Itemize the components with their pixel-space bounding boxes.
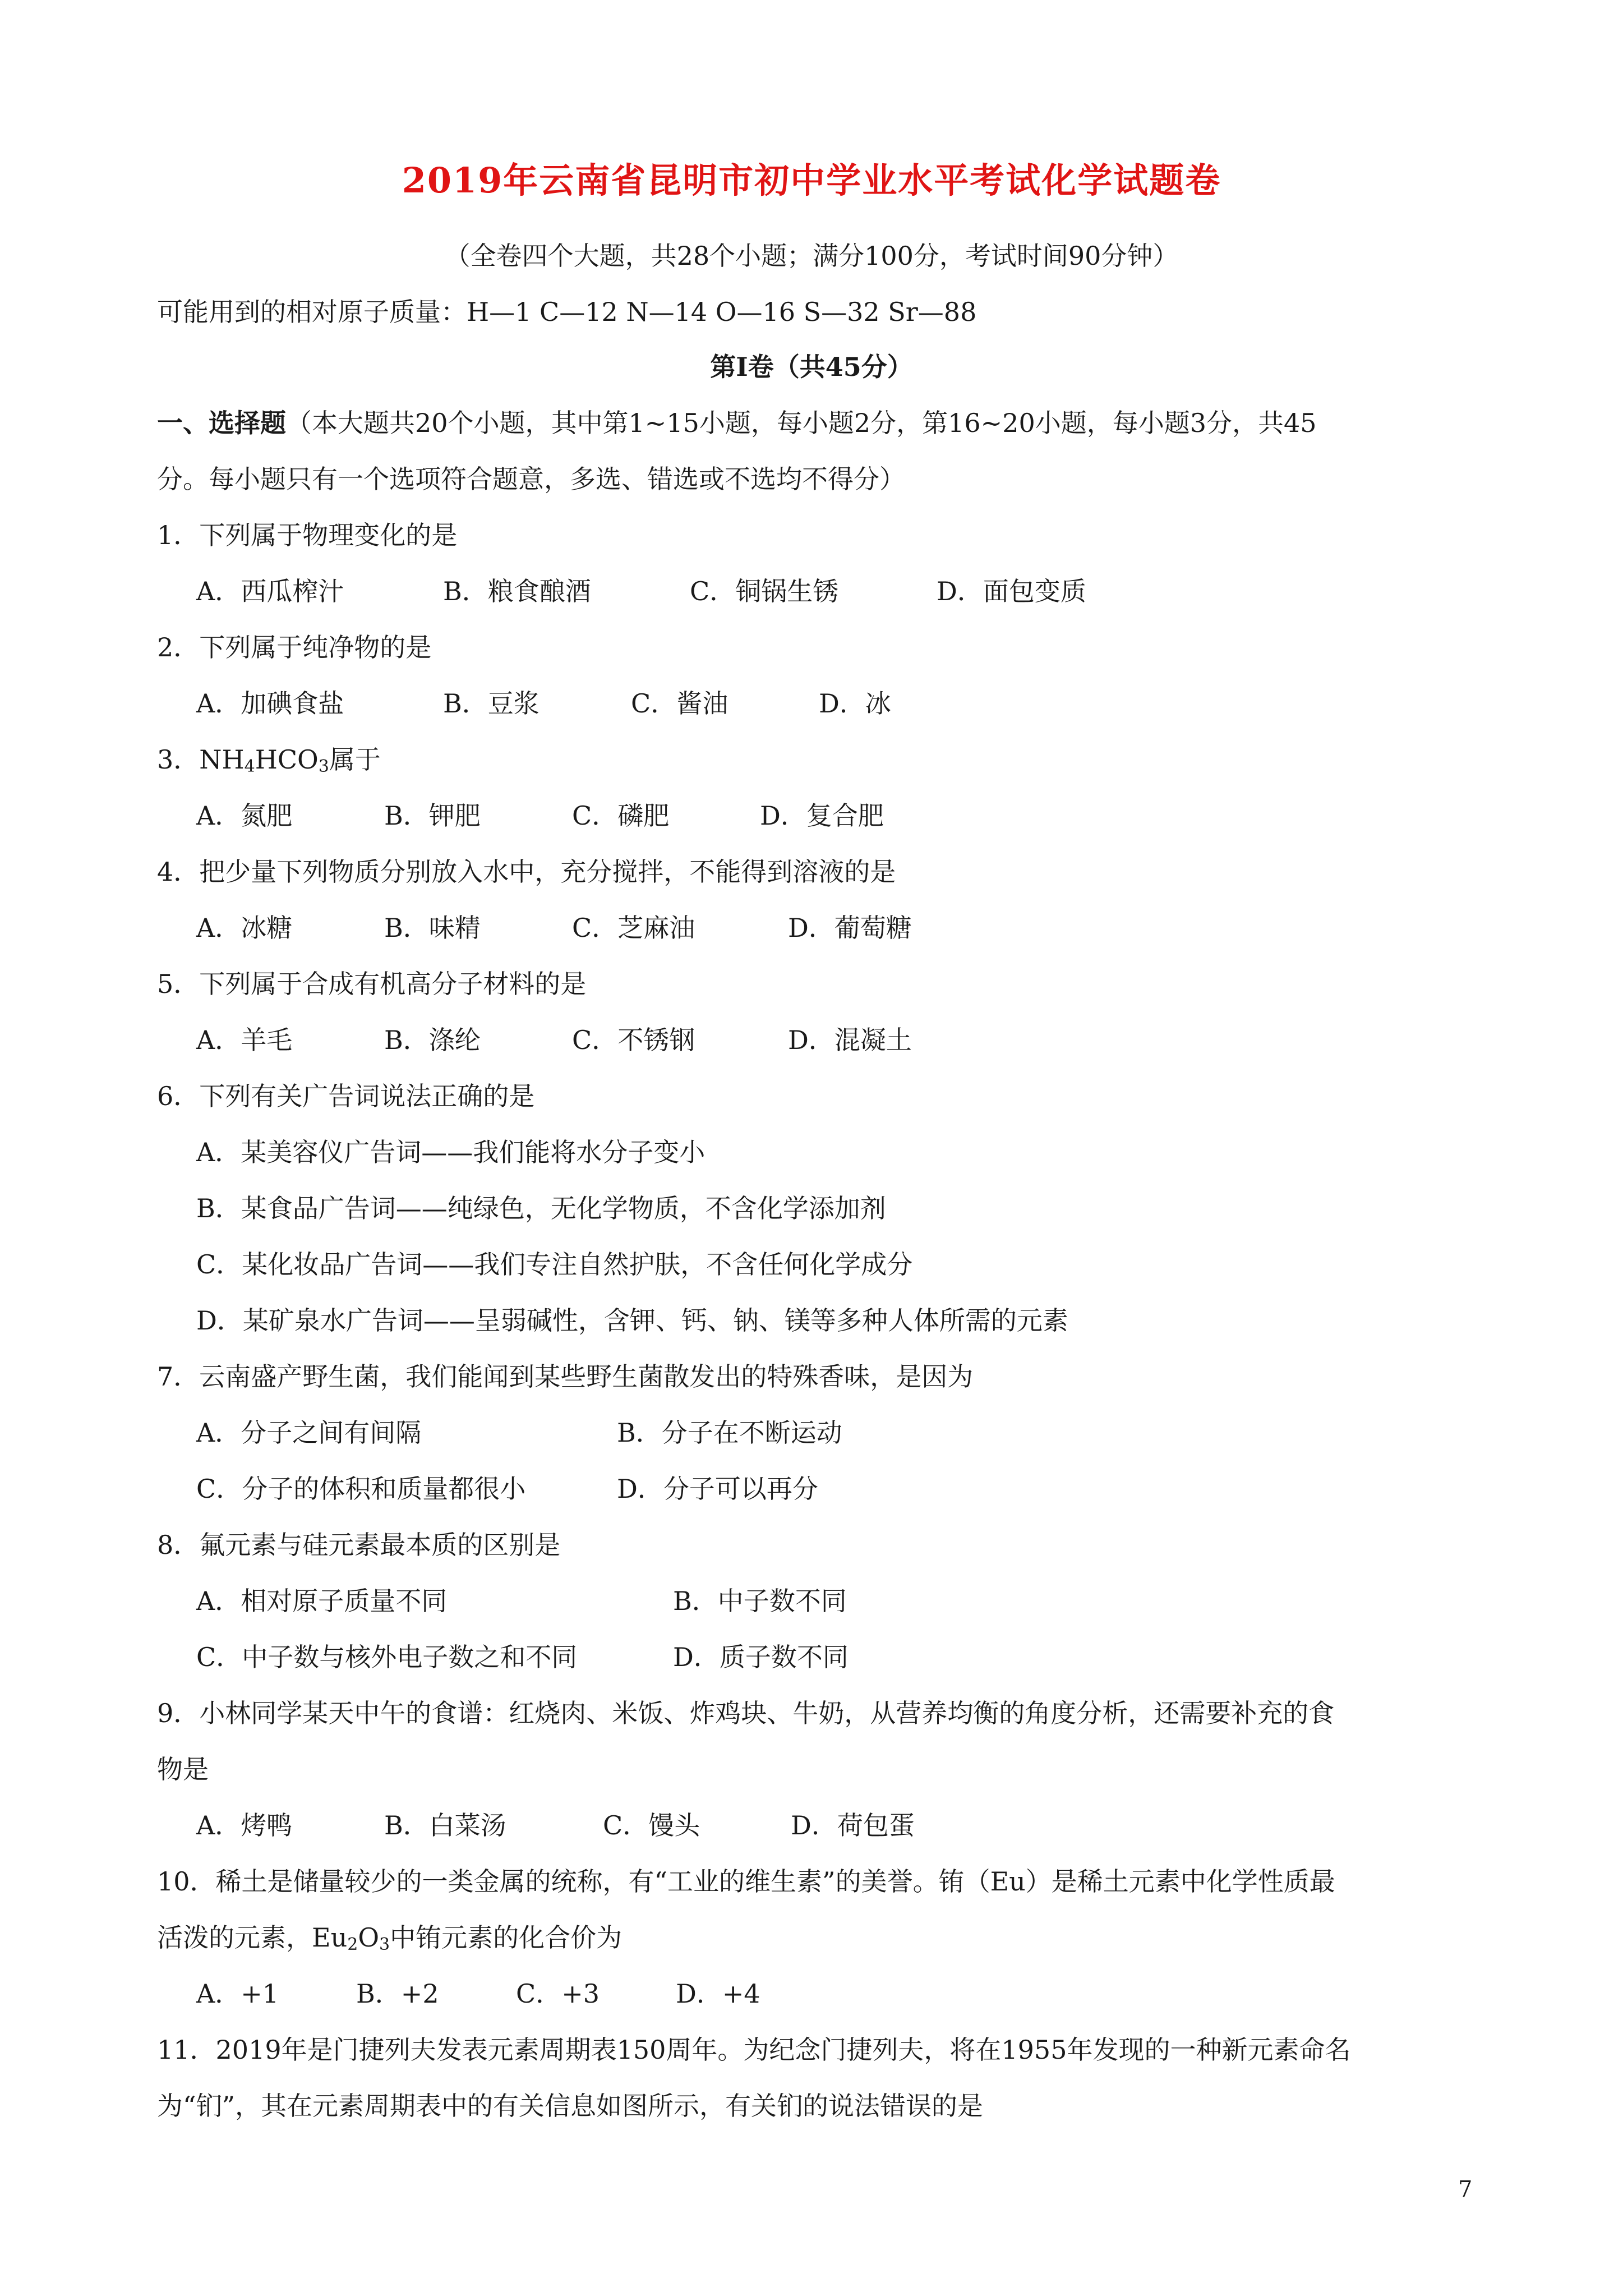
atomic-masses: 可能用到的相对原子质量：H—1 C—12 N—14 O—16 S—32 Sr—88: [157, 297, 977, 327]
q7-option-c: C．分子的体积和质量都很小: [196, 1474, 526, 1504]
q1-option-a: A．西瓜榨汁: [196, 576, 344, 606]
q7-option-d: D．分子可以再分: [617, 1474, 818, 1504]
section-title: 一、选择题: [157, 408, 286, 438]
q2-option-c: C．酱油: [631, 688, 728, 719]
q9-option-c: C．馒头: [603, 1810, 700, 1841]
q6-option-d: D．某矿泉水广告词——呈弱碱性，含钾、钙、钠、镁等多种人体所需的元素: [196, 1305, 1068, 1336]
q3-option-c: C．磷肥: [572, 800, 670, 831]
q4-stem: 4．把少量下列物质分别放入水中，充分搅拌，不能得到溶液的是: [157, 857, 896, 887]
q10-option-d: D．+4: [676, 1978, 760, 2009]
q2-option-b: B．豆浆: [443, 688, 540, 719]
q3-option-a: A．氮肥: [196, 800, 293, 831]
exam-info: （全卷四个大题，共28个小题；满分100分，考试时间90分钟）: [444, 241, 1179, 271]
q3-formula-part: HCO: [255, 744, 319, 775]
q3-stem: [157, 739, 1481, 776]
q8-option-b: B．中子数不同: [673, 1586, 847, 1616]
q10-stem-1: 10．稀土是储量较少的一类金属的统称，有“工业的维生素”的美誉。铕（Eu）是稀土元素中化学性质最: [157, 1866, 1335, 1897]
q3-option-b: B．钾肥: [384, 800, 481, 831]
q11-stem-1: 11．2019年是门捷列夫发表元素周期表150周年。为纪念门捷列夫，将在1955年发现的一种新元素命名: [157, 2035, 1351, 2065]
q3-subscript: 3: [318, 757, 329, 776]
q9-option-d: D．荷包蛋: [791, 1810, 915, 1841]
q10-option-b: B．+2: [356, 1978, 439, 2009]
q4-option-c: C．芝麻油: [572, 913, 695, 943]
q8-option-d: D．质子数不同: [673, 1642, 849, 1672]
q11-stem-2: 为“钔”，其在元素周期表中的有关信息如图所示，有关钔的说法错误的是: [157, 2091, 984, 2121]
q3-formula-part: 3．NH: [157, 744, 245, 775]
q9-option-a: A．烤鸭: [196, 1810, 293, 1841]
q10-subscript: 2: [347, 1935, 358, 1954]
q1-option-c: C．铜锅生锈: [690, 576, 839, 606]
q8-option-c: C．中子数与核外电子数之和不同: [196, 1642, 578, 1672]
q3-stem-text: 属于: [329, 744, 381, 775]
q4-option-d: D．葡萄糖: [788, 913, 912, 943]
q9-option-b: B．白菜汤: [384, 1810, 506, 1841]
q5-option-d: D．混凝土: [788, 1025, 912, 1055]
part-heading: 第Ⅰ卷（共45分）: [710, 352, 913, 382]
q8-option-a: A．相对原子质量不同: [196, 1586, 448, 1616]
q10-text: 活泼的元素，Eu: [157, 1922, 348, 1953]
page-number: 7: [1458, 2177, 1473, 2202]
q6-option-b: B．某食品广告词——纯绿色，无化学物质，不含化学添加剂: [196, 1193, 886, 1223]
q1-stem: 1．下列属于物理变化的是: [157, 520, 458, 550]
q10-option-c: C．+3: [516, 1978, 600, 2009]
q8-stem: 8．氟元素与硅元素最本质的区别是: [157, 1530, 561, 1560]
q9-stem-1: 9．小林同学某天中午的食谱：红烧肉、米饭、炸鸡块、牛奶，从营养均衡的角度分析，还需要补充的食: [157, 1698, 1335, 1728]
page-title: 2019年云南省昆明市初中学业水平考试化学试题卷: [402, 160, 1221, 201]
q3-option-d: D．复合肥: [760, 800, 884, 831]
q6-option-c: C．某化妆品广告词——我们专注自然护肤，不含任何化学成分: [196, 1249, 913, 1280]
q2-stem: 2．下列属于纯净物的是: [157, 632, 432, 662]
q5-option-b: B．涤纶: [384, 1025, 481, 1055]
q10-option-a: A．+1: [196, 1978, 279, 2009]
q7-option-a: A．分子之间有间隔: [196, 1418, 422, 1448]
section-desc-2: 分。每小题只有一个选项符合题意，多选、错选或不选均不得分）: [157, 464, 905, 494]
q1-option-b: B．粮食酿酒: [443, 576, 591, 606]
q10-stem-2: [157, 1917, 1481, 1954]
q10-subscript: 3: [379, 1935, 390, 1954]
q7-stem: 7．云南盛产野生菌，我们能闻到某些野生菌散发出的特殊香味，是因为: [157, 1361, 974, 1392]
q1-option-d: D．面包变质: [937, 576, 1086, 606]
q4-option-a: A．冰糖: [196, 913, 293, 943]
q5-option-c: C．不锈钢: [572, 1025, 695, 1055]
q6-option-a: A．某美容仪广告词——我们能将水分子变小: [196, 1137, 706, 1167]
q2-option-a: A．加碘食盐: [196, 688, 344, 719]
q7-option-b: B．分子在不断运动: [617, 1418, 842, 1448]
q6-stem: 6．下列有关广告词说法正确的是: [157, 1081, 535, 1111]
q10-formula-part: O: [358, 1922, 380, 1953]
q4-option-b: B．味精: [384, 913, 481, 943]
section-heading: [157, 403, 1481, 440]
q3-subscript: 4: [244, 757, 255, 776]
q9-stem-2: 物是: [157, 1754, 209, 1784]
q10-text: 中铕元素的化合价为: [390, 1922, 623, 1953]
q5-stem: 5．下列属于合成有机高分子材料的是: [157, 969, 587, 999]
q5-option-a: A．羊毛: [196, 1025, 293, 1055]
q2-option-d: D．冰: [819, 688, 891, 719]
section-desc-1: （本大题共20个小题，其中第1~15小题，每小题2分，第16~20小题，每小题3分，共45: [286, 408, 1317, 438]
